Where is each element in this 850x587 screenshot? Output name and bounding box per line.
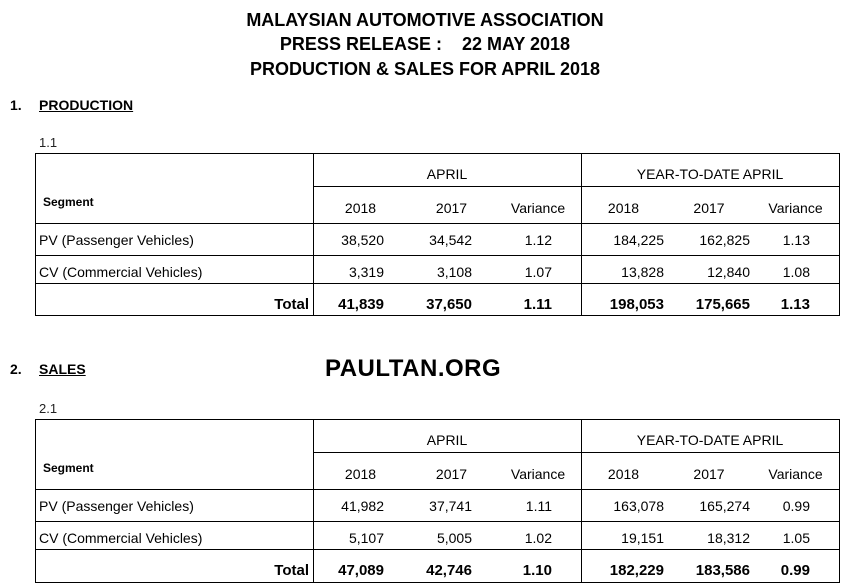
table-cell: 3,319	[348, 264, 384, 280]
col-header: 2018	[607, 200, 640, 216]
group-header-april: APRIL	[426, 166, 468, 182]
total-label: Total	[274, 296, 309, 313]
table-cell: 163,078	[613, 498, 664, 514]
row-label: CV (Commercial Vehicles)	[39, 530, 203, 546]
table-cell: 12,840	[707, 264, 750, 280]
watermark-text: PAULTAN.ORG	[325, 355, 502, 382]
table-cell: 37,741	[429, 498, 472, 514]
section-title-production: PRODUCTION	[39, 97, 134, 113]
table-cell: 1.02	[524, 530, 552, 546]
table-cell: 38,520	[341, 232, 384, 248]
group-header-ytd: YEAR-TO-DATE APRIL	[636, 166, 784, 182]
col-header: 2017	[435, 466, 468, 482]
table-cell: 162,825	[699, 232, 750, 248]
sales-table	[35, 419, 840, 583]
section-number-production: 1.	[10, 97, 22, 113]
table-cell: 0.99	[782, 498, 810, 514]
production-table	[35, 153, 840, 316]
header-line-1: MALAYSIAN AUTOMOTIVE ASSOCIATION	[246, 10, 604, 30]
section-number-sales: 2.	[10, 361, 22, 377]
header-line-2: PRESS RELEASE : 22 MAY 2018	[279, 34, 571, 54]
row-label: PV (Passenger Vehicles)	[39, 232, 194, 248]
total-cell: 0.99	[780, 562, 810, 579]
table-cell: 1.11	[525, 498, 552, 514]
col-header: 2018	[344, 466, 377, 482]
col-header: 2017	[693, 466, 725, 482]
total-cell: 175,665	[695, 296, 750, 313]
segment-header: Segment	[43, 461, 94, 475]
table-cell: 5,005	[436, 530, 472, 546]
table-cell: 1.05	[782, 530, 810, 546]
col-header: 2018	[344, 200, 377, 216]
row-label: PV (Passenger Vehicles)	[39, 498, 194, 514]
col-header: 2018	[607, 466, 640, 482]
total-cell: 42,746	[426, 562, 472, 579]
total-cell: 47,089	[338, 562, 384, 579]
col-header: Variance	[510, 200, 566, 216]
segment-header: Segment	[43, 195, 94, 209]
table-cell: 1.08	[782, 264, 810, 280]
table-cell: 3,108	[436, 264, 472, 280]
total-cell: 183,586	[695, 562, 750, 579]
col-header: Variance	[510, 466, 566, 482]
total-cell: 41,839	[338, 296, 384, 313]
table-cell: 1.07	[524, 264, 552, 280]
col-header: Variance	[768, 466, 823, 482]
total-cell: 198,053	[609, 296, 664, 313]
table-cell: 13,828	[621, 264, 664, 280]
table-cell: 165,274	[699, 498, 750, 514]
col-header: 2017	[693, 200, 725, 216]
table-cell: 18,312	[707, 530, 750, 546]
total-cell: 1.10	[522, 562, 552, 579]
table-cell: 5,107	[348, 530, 384, 546]
total-cell: 1.11	[523, 296, 552, 313]
col-header: Variance	[768, 200, 823, 216]
table-cell: 19,151	[621, 530, 664, 546]
total-cell: 37,650	[426, 296, 472, 313]
subsection-label-production: 1.1	[39, 135, 58, 150]
table-cell: 1.12	[524, 232, 552, 248]
table-cell: 184,225	[613, 232, 664, 248]
table-cell: 1.13	[782, 232, 810, 248]
section-title-sales: SALES	[39, 361, 86, 377]
group-header-april: APRIL	[426, 432, 468, 448]
table-cell: 41,982	[341, 498, 384, 514]
col-header: 2017	[435, 200, 468, 216]
total-label: Total	[274, 562, 309, 579]
header-line-3: PRODUCTION & SALES FOR APRIL 2018	[249, 59, 601, 79]
subsection-label-sales: 2.1	[39, 401, 58, 416]
total-cell: 182,229	[609, 562, 664, 579]
row-label: CV (Commercial Vehicles)	[39, 264, 203, 280]
total-cell: 1.13	[780, 296, 810, 313]
table-cell: 34,542	[429, 232, 472, 248]
group-header-ytd: YEAR-TO-DATE APRIL	[636, 432, 784, 448]
